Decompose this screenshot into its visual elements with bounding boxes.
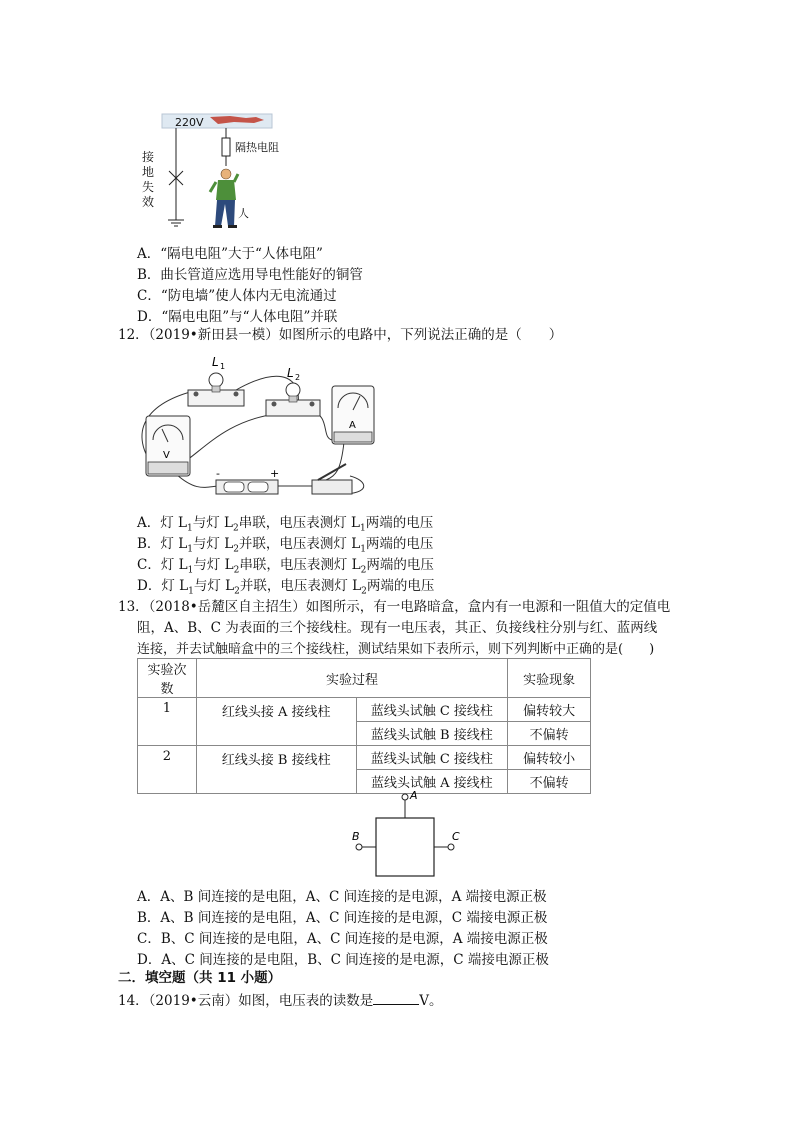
table-cell: 1 (138, 698, 197, 746)
person-icon (210, 169, 238, 228)
voltmeter-label: V (163, 450, 170, 461)
q13-option-d: D．A、C 间连接的是电阻，B、C 间连接的是电源，C 端接电源正极 (137, 952, 549, 968)
terminal-a-label: A (410, 789, 418, 802)
shock-protection-figure (138, 104, 298, 234)
terminal-c-label: C (452, 830, 460, 843)
terminal-b-label: B (352, 830, 360, 843)
voltmeter-icon (146, 416, 190, 476)
ground-failure-label: 接地失效 (142, 150, 155, 209)
terminal-c (448, 844, 454, 850)
table-cell: 红线头接 A 接线柱 (196, 698, 356, 746)
q13-stem-line3: 连接，并去试触暗盒中的三个接线柱，测试结果如下表所示，则下列判断中正确的是( ) (137, 642, 655, 657)
table-cell: 不偏转 (508, 722, 591, 746)
section-title: 二．填空题（共 11 小题） (118, 970, 282, 986)
table-cell: 蓝线头试触 A 接线柱 (356, 770, 508, 794)
table-cell: 蓝线头试触 C 接线柱 (356, 698, 508, 722)
ammeter-icon (332, 386, 374, 444)
battery-plus-label: + (270, 467, 280, 480)
q12-option-c: C．灯 $L_1$与灯 $L_2$串联，电压表测灯 $L_2$两端的电压 (137, 557, 434, 576)
q13-option-a: A．A、B 间连接的是电阻，A、C 间连接的是电源，A 端接电源正极 (137, 889, 547, 905)
table-cell: 不偏转 (508, 770, 591, 794)
table-cell: 2 (138, 746, 197, 794)
lamp-l1-icon (188, 373, 244, 406)
resistor-label: 隔热电阻 (235, 141, 279, 154)
q13-stem-line1: 13．（2018•岳麓区自主招生）如图所示，有一电路暗盒，盒内有一电源和一阻值大的定值电 (118, 599, 671, 615)
q13-stem-line2: 阻，A、B、C 为表面的三个接线柱。现有一电压表，其正、负接线柱分别与红、蓝两线 (137, 620, 658, 636)
voltage-label: 220V (175, 116, 204, 129)
black-box (376, 818, 434, 876)
battery-minus-label: - (216, 467, 220, 480)
circuit-figure (136, 352, 382, 502)
experiment-table (137, 658, 591, 794)
q11-option-a: A．“隔电电阻”大于“人体电阻” (137, 246, 323, 262)
l2-label: L (287, 366, 294, 380)
q11-option-c: C．“防电墙”使人体内无电流通过 (137, 288, 337, 304)
q12-option-a: A．灯 $L_1$与灯 $L_2$串联，电压表测灯 $L_1$两端的电压 (137, 515, 434, 534)
table-header: 实验过程 (196, 659, 507, 698)
resistor-symbol (222, 138, 230, 156)
q12-stem: 12．（2019•新田县一模）如图所示的电路中，下列说法正确的是（ ） (118, 327, 563, 343)
table-header: 实验次数 (138, 659, 197, 698)
q14-stem: 14．（2019•云南）如图，电压表的读数是 V。 (118, 990, 443, 1012)
table-cell: 蓝线头试触 C 接线柱 (356, 746, 508, 770)
person-label: 人 (238, 207, 249, 220)
terminal-a (402, 794, 408, 800)
battery-icon (216, 480, 278, 494)
q13-option-b: B．A、B 间连接的是电阻，A、C 间连接的是电源，C 端接电源正极 (137, 910, 548, 926)
terminal-b (356, 844, 362, 850)
answer-blank[interactable] (373, 990, 419, 1005)
l1-label-sub: 1 (220, 362, 226, 371)
switch-icon (312, 464, 352, 494)
table-header-row (138, 659, 591, 698)
table-header: 实验现象 (508, 659, 591, 698)
black-box-figure (348, 788, 468, 880)
table-row (138, 698, 591, 722)
l1-label: L (212, 355, 219, 369)
q11-option-d: D．“隔电电阻”与“人体电阻”并联 (137, 309, 338, 325)
table-cell: 偏转较小 (508, 746, 591, 770)
table-cell: 偏转较大 (508, 698, 591, 722)
table-row (138, 746, 591, 770)
table-cell: 红线头接 B 接线柱 (196, 746, 356, 794)
lamp-l2-icon (266, 383, 320, 416)
q13-option-c: C．B、C 间连接的是电阻，A、C 间连接的是电源，A 端接电源正极 (137, 931, 548, 947)
q12-option-d: D．灯 $L_1$与灯 $L_2$并联，电压表测灯 $L_2$两端的电压 (137, 578, 435, 597)
ammeter-label: A (349, 420, 356, 431)
q12-option-b: B．灯 $L_1$与灯 $L_2$并联，电压表测灯 $L_1$两端的电压 (137, 536, 434, 555)
table-cell: 蓝线头试触 B 接线柱 (356, 722, 508, 746)
l2-label-sub: 2 (295, 373, 301, 382)
q11-option-b: B．曲长管道应选用导电性能好的铜管 (137, 267, 363, 283)
